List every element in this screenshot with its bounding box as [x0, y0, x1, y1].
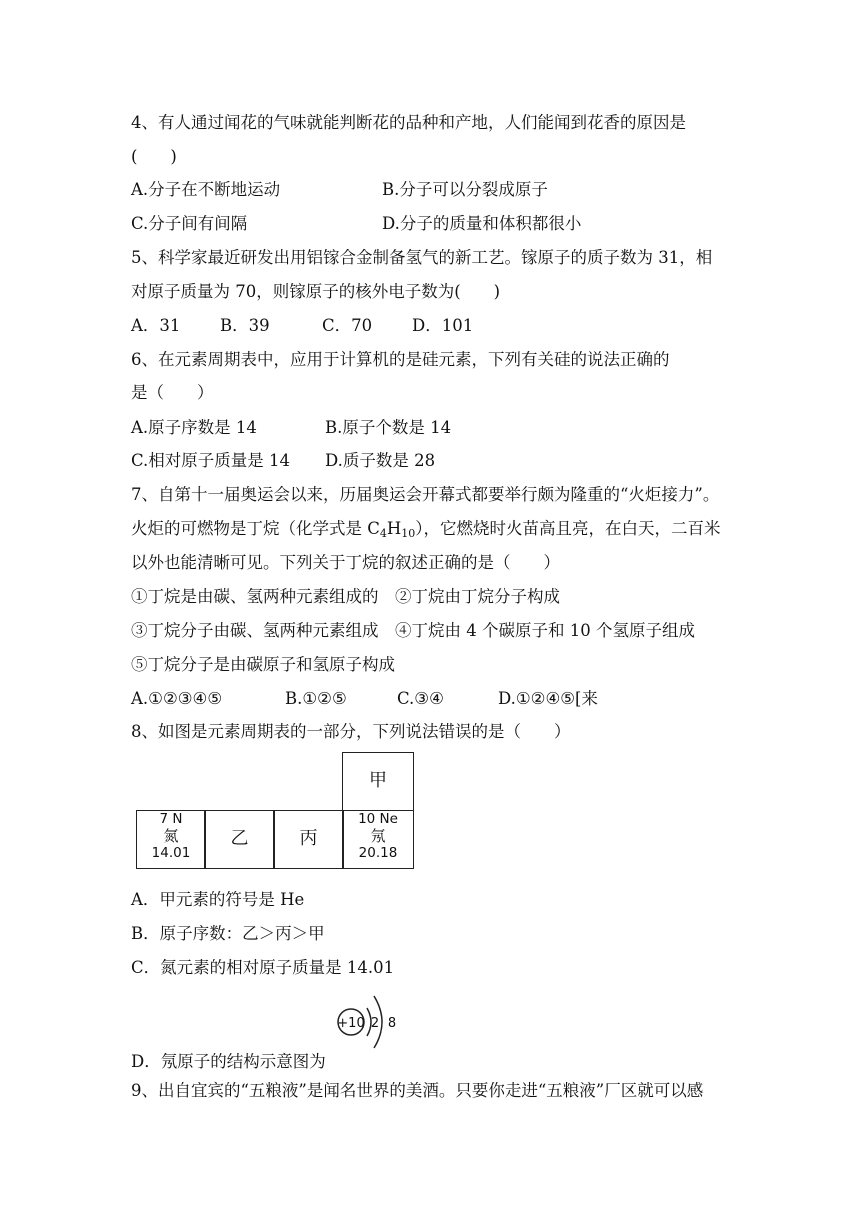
q4-stem: 4、有人通过闻花的气味就能判断花的品种和产地，人们能闻到花香的原因是 [131, 113, 686, 132]
q7-statement-1: ①丁烷是由碳、氢两种元素组成的 ②丁烷由丁烷分子构成 [131, 587, 560, 606]
q6-option-b: B.原子个数是 14 [325, 418, 452, 437]
q6-option-c: C.相对原子质量是 14 [131, 451, 291, 470]
cell-nitrogen: 7 N 氮 14.01 [136, 810, 206, 869]
q4-option-a: A.分子在不断地运动 [131, 180, 281, 199]
q4-option-d: D.分子的质量和体积都很小 [382, 214, 582, 233]
cell-bing: 丙 [273, 810, 344, 869]
q6-option-a: A.原子序数是 14 [131, 418, 257, 437]
neon-atom-structure-diagram [334, 984, 404, 1054]
q7-option-d: D.①②④⑤[来 [498, 689, 598, 708]
cell-yi: 乙 [204, 810, 275, 869]
shell-1-electrons: 2 [370, 1016, 380, 1031]
q5-option-a: A．31 [131, 316, 181, 335]
nucleus-charge: +10 [337, 1016, 365, 1031]
q7-option-c: C.③④ [397, 689, 444, 708]
q6-line1: 6、在元素周期表中，应用于计算机的是硅元素，下列有关硅的说法正确的 [131, 350, 670, 369]
q8-option-d: D．氖原子的结构示意图为 [131, 1052, 326, 1071]
q4-option-b: B.分子可以分裂成原子 [382, 180, 548, 199]
q7-option-b: B.①②⑤ [285, 689, 347, 708]
q5-option-d: D．101 [412, 316, 474, 335]
q8-option-c: C．氮元素的相对原子质量是 14.01 [131, 958, 395, 977]
q4-paren: ( ) [131, 147, 177, 166]
q8-option-a: A．甲元素的符号是 He [131, 890, 305, 909]
shell-2-electrons: 8 [387, 1016, 397, 1031]
q7-statement-3: ⑤丁烷分子是由碳原子和氢原子构成 [131, 655, 395, 674]
q7-line3: 以外也能清晰可见。下列关于丁烷的叙述正确的是（ ） [131, 553, 560, 572]
q5-option-c: C．70 [322, 316, 373, 335]
q5-line2: 对原子质量为 70，则镓原子的核外电子数为( ) [131, 282, 501, 301]
q6-line2: 是（ ） [131, 383, 214, 402]
q6-option-d: D.质子数是 28 [325, 451, 436, 470]
q8-stem: 8、如图是元素周期表的一部分，下列说法错误的是（ ） [131, 722, 571, 741]
q7-line1: 7、自第十一届奥运会以来，历届奥运会开幕式都要举行颇为隆重的“火炬接力”。 [131, 485, 720, 504]
q4-option-c: C.分子间有间隔 [131, 214, 248, 233]
q5-option-b: B．39 [220, 316, 270, 335]
periodic-table-fragment [136, 752, 414, 870]
q8-option-b: B．原子序数：乙＞丙＞甲 [131, 924, 325, 943]
cell-neon: 10 Ne 氖 20.18 [342, 810, 414, 869]
q7-option-a: A.①②③④⑤ [131, 689, 223, 708]
q7-line2: 火炬的可燃物是丁烷（化学式是 $C_4H_{10}$），它燃烧时火苗高且亮，在白天，二百米 [131, 519, 721, 540]
cell-jia: 甲 [342, 752, 414, 810]
q7-statement-2: ③丁烷分子由碳、氢两种元素组成 ④丁烷由 4 个碳原子和 10 个氢原子组成 [131, 621, 695, 640]
q9-line1: 9、出自宜宾的“五粮液”是闻名世界的美酒。只要你走进“五粮液”厂区就可以感 [131, 1081, 704, 1100]
q5-line1: 5、科学家最近研发出用铝镓合金制备氢气的新工艺。镓原子的质子数为 31，相 [131, 248, 713, 267]
